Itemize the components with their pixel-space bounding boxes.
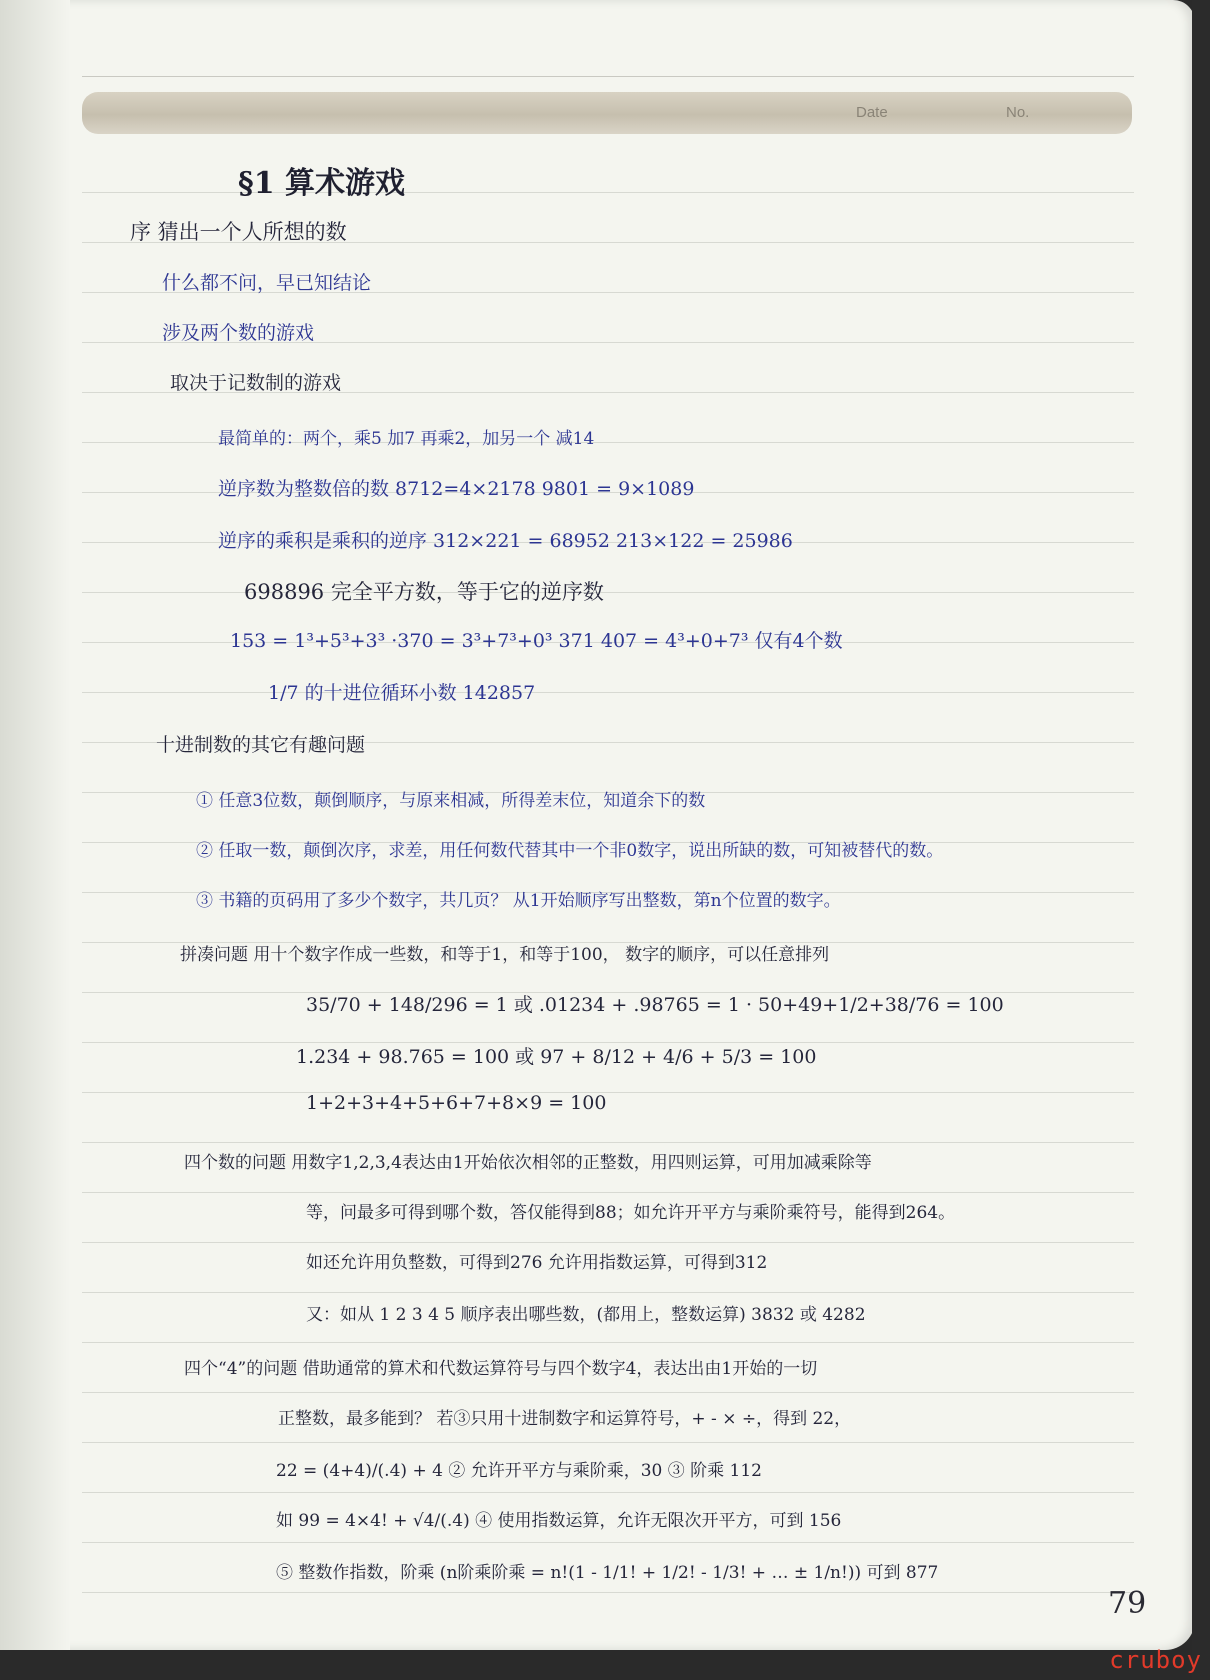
note-line: 取决于记数制的游戏 bbox=[170, 372, 342, 394]
notebook-binding bbox=[1192, 0, 1210, 1680]
top-rule bbox=[82, 76, 1134, 77]
note-line: 如 99 = 4×4! + √4/(.4) ④ 使用指数运算，允许无限次开平方，可到 156 bbox=[276, 1511, 842, 1531]
note-line: 22 = (4+4)/(.4) + 4 ② 允许开平方与乘阶乘，30 ③ 阶乘 112 bbox=[276, 1461, 763, 1481]
note-line: 十进制数的其它有趣问题 bbox=[156, 734, 366, 756]
ruled-line bbox=[82, 592, 1134, 593]
note-line: 698896 完全平方数，等于它的逆序数 bbox=[244, 580, 604, 604]
note-line: ② 任取一数，颠倒次序，求差，用任何数代替其中一个非0数字，说出所缺的数，可知被替代的数。 bbox=[196, 841, 944, 861]
ruled-line bbox=[82, 1492, 1134, 1493]
note-line: 逆序数为整数倍的数 8712=4×2178 9801 = 9×1089 bbox=[218, 478, 695, 500]
note-line: 什么都不问，早已知结论 bbox=[162, 272, 372, 294]
watermark: cruboy bbox=[1109, 1646, 1202, 1674]
note-line: 四个数的问题 用数字1,2,3,4表达由1开始依次相邻的正整数，用四则运算，可用加减乘除等 bbox=[184, 1153, 872, 1173]
note-line: 35/70 + 148/296 = 1 或 .01234 + .98765 = 1 · 50+49+1/2+38/76 = 100 bbox=[306, 994, 1004, 1016]
ruled-line bbox=[82, 1242, 1134, 1243]
ruled-line bbox=[82, 1592, 1134, 1593]
note-line: 又：如从 1 2 3 4 5 顺序表出哪些数，(都用上，整数运算) 3832 或 4282 bbox=[306, 1305, 866, 1325]
note-line: 1.234 + 98.765 = 100 或 97 + 8/12 + 4/6 + 5/3 = 100 bbox=[296, 1046, 817, 1068]
note-line: 1/7 的十进位循环小数 142857 bbox=[268, 682, 536, 704]
note-line: 序 猜出一个人所想的数 bbox=[130, 220, 347, 244]
note-line: 逆序的乘积是乘积的逆序 312×221 = 68952 213×122 = 25986 bbox=[218, 530, 793, 552]
note-line: 涉及两个数的游戏 bbox=[162, 322, 315, 344]
note-line: ① 任意3位数，颠倒顺序，与原来相减，所得差末位，知道余下的数 bbox=[196, 791, 706, 811]
ruled-line bbox=[82, 1542, 1134, 1543]
ruled-line bbox=[82, 1392, 1134, 1393]
ruled-line bbox=[82, 1142, 1134, 1143]
ruled-line bbox=[82, 1292, 1134, 1293]
note-line: 等，问最多可得到哪个数，答仅能得到88；如允许开平方与乘阶乘符号，能得到264。 bbox=[306, 1203, 956, 1223]
note-line: 最简单的：两个，乘5 加7 再乘2，加另一个 减14 bbox=[218, 429, 595, 449]
note-line: 如还允许用负整数，可得到276 允许用指数运算，可得到312 bbox=[306, 1253, 768, 1273]
note-line: 正整数，最多能到？ 若③只用十进制数字和运算符号，+ - × ÷，得到 22， bbox=[278, 1409, 852, 1429]
ruled-line bbox=[82, 1442, 1134, 1443]
note-line: ③ 书籍的页码用了多少个数字，共几页？ 从1开始顺序写出整数，第n个位置的数字。 bbox=[196, 891, 841, 911]
note-line: 拼凑问题 用十个数字作成一些数，和等于1，和等于100， 数字的顺序，可以任意排列 bbox=[180, 945, 830, 965]
ruled-line bbox=[82, 1342, 1134, 1343]
ruled-line bbox=[82, 692, 1134, 693]
note-line: 153 = 1³+5³+3³ ·370 = 3³+7³+0³ 371 407 = 4³+0+7³ 仅有4个数 bbox=[230, 630, 843, 652]
note-line: ⑤ 整数作指数，阶乘 (n阶乘阶乘 = n!(1 - 1/1! + 1/2! - 1/3! + … ± 1/n!)) 可到 877 bbox=[276, 1563, 939, 1583]
header-band bbox=[82, 92, 1132, 134]
page-number: 79 bbox=[1108, 1586, 1147, 1621]
no-label: No. bbox=[1006, 104, 1030, 121]
ruled-line bbox=[82, 1192, 1134, 1193]
page-title: §1 算术游戏 bbox=[238, 166, 406, 201]
note-line: 1+2+3+4+5+6+7+8×9 = 100 bbox=[306, 1092, 607, 1114]
date-label: Date bbox=[856, 104, 888, 121]
ruled-line bbox=[82, 1092, 1134, 1093]
note-line: 四个“4”的问题 借助通常的算术和代数运算符号与四个数字4，表达出由1开始的一切 bbox=[184, 1359, 818, 1379]
